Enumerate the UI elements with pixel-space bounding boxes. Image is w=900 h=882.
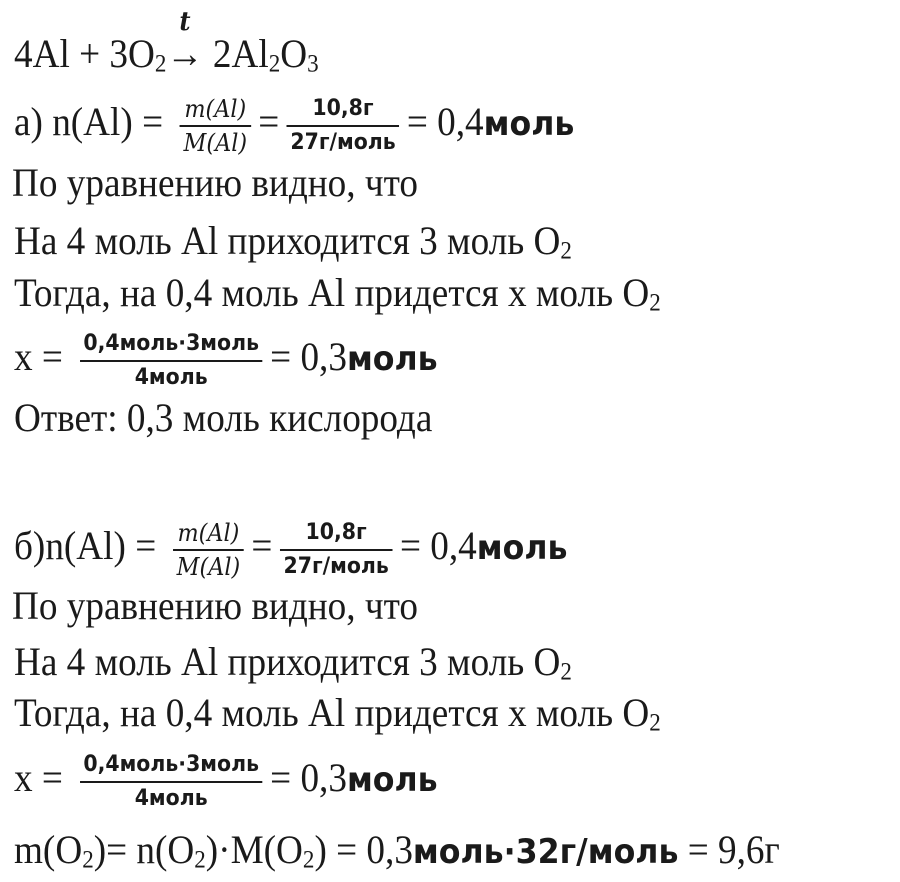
x-prefix: х = xyxy=(14,334,73,380)
part-b-x-formula xyxy=(14,752,438,812)
result-unit: моль xyxy=(483,104,575,145)
fraction-numerator: 10,8г xyxy=(305,520,367,545)
moles-value: ) = 0,3 xyxy=(314,827,413,872)
part-b-prefix: б)n(Al) = xyxy=(14,523,166,569)
equation-subscript: 2 xyxy=(154,50,167,78)
fraction-values xyxy=(287,96,400,156)
subscript: 2 xyxy=(302,846,315,874)
fraction-values xyxy=(280,520,393,580)
fraction-denominator: 4моль xyxy=(134,365,208,390)
fraction-x xyxy=(80,752,263,812)
part-a-proportion-line xyxy=(14,270,661,317)
equation-product: 2Al xyxy=(203,31,269,76)
subscript: 2 xyxy=(560,658,572,686)
result-unit: моль xyxy=(346,760,438,801)
subscript: 2 xyxy=(194,846,206,874)
equation-product-o: O xyxy=(280,31,308,76)
result-value: = 0,4 xyxy=(399,523,477,569)
fraction-bar xyxy=(180,125,251,127)
fraction-denominator: M(Al) xyxy=(176,553,241,581)
equation-subscript: 2 xyxy=(268,50,281,78)
result-unit: моль xyxy=(346,339,438,380)
fraction-x xyxy=(80,331,263,391)
subscript: 2 xyxy=(560,237,572,265)
part-a-x-formula xyxy=(14,331,438,391)
fraction-bar xyxy=(173,549,244,551)
result-value: = 0,3 xyxy=(270,755,347,801)
fraction-numerator: m(Al) xyxy=(177,519,240,547)
x-prefix: х = xyxy=(14,755,73,801)
proportion-text: Тогда, на 0,4 моль Al придется х моль O xyxy=(14,270,650,315)
part-b-proportion-line xyxy=(14,690,661,737)
fraction-denominator: 27г/моль xyxy=(283,554,389,579)
fraction-numerator: 0,4моль·3моль xyxy=(83,752,260,777)
part-a-text-line: По уравнению видно, что xyxy=(12,160,418,205)
moles-label: )= n(O xyxy=(93,827,195,872)
fraction-bar xyxy=(280,549,393,551)
fraction-denominator: 27г/моль xyxy=(290,130,396,155)
part-b-ratio-line xyxy=(14,639,572,686)
fraction-molar xyxy=(173,520,244,580)
reaction-arrow xyxy=(166,7,204,76)
fraction-numerator: 0,4моль·3моль xyxy=(83,331,260,356)
ratio-text: На 4 моль Al приходится 3 моль O xyxy=(14,218,561,263)
fraction-bar xyxy=(80,360,263,362)
fraction-numerator: m(Al) xyxy=(184,95,247,123)
equation-reactants: 4Al + 3O xyxy=(14,31,155,76)
reaction-equation xyxy=(14,7,319,78)
result-unit: моль xyxy=(476,528,568,569)
part-a-ratio-line xyxy=(14,218,572,265)
part-a-moles-formula xyxy=(14,96,574,156)
fraction-denominator: 4моль xyxy=(134,786,208,811)
part-b-text-line: По уравнению видно, что xyxy=(12,583,418,628)
equation-subscript: 3 xyxy=(307,50,319,78)
part-a-answer: Ответ: 0,3 моль кислорода xyxy=(14,395,433,440)
ratio-text: На 4 моль Al приходится 3 моль O xyxy=(14,639,561,684)
arrow-symbol: → xyxy=(166,31,204,76)
equals-sign: = xyxy=(258,99,280,145)
subscript: 2 xyxy=(82,846,94,874)
fraction-bar xyxy=(287,125,400,127)
part-b-moles-formula xyxy=(14,520,567,580)
final-mass-result: = 9,6г xyxy=(678,827,780,872)
result-value: = 0,4 xyxy=(406,99,484,145)
arrow-condition-label: t xyxy=(179,7,191,37)
subscript: 2 xyxy=(649,289,661,317)
subscript: 2 xyxy=(649,709,661,737)
molar-mass-label: )·M(O xyxy=(205,827,303,872)
unit-product: моль·32г/моль xyxy=(412,832,679,872)
fraction-bar xyxy=(80,781,263,783)
part-a-prefix: а) n(Al) = xyxy=(14,99,173,145)
mass-label: m(O xyxy=(14,827,83,872)
result-value: = 0,3 xyxy=(270,334,347,380)
fraction-denominator: M(Al) xyxy=(183,129,248,157)
equals-sign: = xyxy=(251,523,273,569)
fraction-molar xyxy=(180,96,251,156)
fraction-numerator: 10,8г xyxy=(312,96,374,121)
proportion-text: Тогда, на 0,4 моль Al придется х моль O xyxy=(14,690,650,735)
part-b-mass-formula xyxy=(14,827,780,874)
